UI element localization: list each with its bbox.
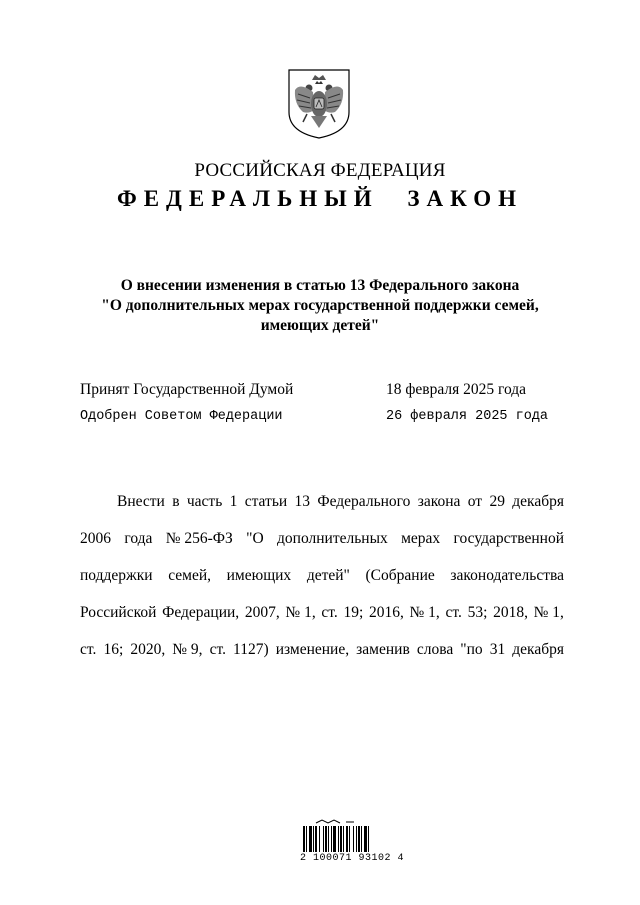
body-word: семей,	[168, 567, 211, 584]
body-word: 31	[489, 641, 506, 658]
barcode-bar	[306, 826, 307, 852]
barcode-bar	[328, 826, 329, 852]
law-title-line: имеющих детей"	[260, 317, 380, 334]
body-line	[80, 603, 564, 640]
body-word: детей"	[306, 567, 350, 584]
body-line	[80, 492, 564, 529]
country-heading: РОССИЙСКАЯ ФЕДЕРАЦИЯ	[194, 160, 446, 181]
body-word: 2020,	[130, 641, 166, 658]
body-word: в	[172, 493, 180, 510]
barcode-bar	[303, 826, 305, 852]
coat-of-arms-icon	[286, 68, 352, 140]
body-word: законодательства	[450, 567, 564, 584]
body-word: Внести	[117, 493, 165, 510]
body-line	[80, 566, 564, 603]
body-word: мерах	[401, 530, 441, 547]
barcode-bar	[315, 826, 317, 852]
body-word: 13	[294, 493, 311, 510]
body-word: 16;	[103, 641, 124, 658]
law-title-line: О внесении изменения в статью 13 Федерального закона	[120, 277, 520, 294]
body-word: изменение,	[275, 641, 350, 658]
duma-adoption-date: 18 февраля 2025 года	[386, 381, 527, 398]
body-word: декабря	[512, 641, 564, 658]
body-word: 53;	[467, 604, 488, 621]
barcode-bar	[323, 826, 324, 852]
body-word: ст.	[209, 641, 226, 658]
body-word: государственной	[453, 530, 564, 547]
barcode-bar	[358, 826, 360, 852]
body-word: 1127)	[233, 641, 269, 658]
body-word: года	[124, 530, 153, 547]
law-title	[0, 276, 640, 336]
body-word: № 256-ФЗ	[165, 530, 233, 547]
council-approval-date: 26 февраля 2025 года	[386, 409, 549, 424]
body-word: от	[467, 493, 483, 510]
body-word: дополнительных	[277, 530, 388, 547]
body-word: Федерации,	[162, 604, 240, 621]
barcode-bar	[349, 826, 350, 852]
barcode-bar	[333, 826, 336, 852]
barcode-bar	[309, 826, 312, 852]
body-word: № 1,	[409, 604, 440, 621]
body-word: 1	[229, 493, 238, 510]
body-word: закона	[417, 493, 461, 510]
barcode-bar	[361, 826, 362, 852]
barcode-bar	[368, 826, 369, 852]
body-word: "по	[460, 641, 483, 658]
barcode-number: 2 100071 93102 4	[300, 853, 405, 864]
body-word: Российской	[80, 604, 157, 621]
law-type-heading: ФЕДЕРАЛЬНЫЙ ЗАКОН	[116, 186, 524, 211]
body-word: ст.	[80, 641, 97, 658]
body-line	[80, 640, 564, 677]
body-word: (Собрание	[365, 567, 435, 584]
body-word: статьи	[244, 493, 288, 510]
barcode-bar	[313, 826, 314, 852]
duma-adoption-label: Принят Государственной Думой	[80, 381, 294, 398]
council-approval-label: Одобрен Советом Федерации	[80, 409, 283, 424]
barcode-bar	[353, 826, 354, 852]
body-word: заменив	[356, 641, 410, 658]
body-word: 2006	[80, 530, 111, 547]
barcode-bar	[343, 826, 344, 852]
body-word: № 1,	[533, 604, 564, 621]
barcode-bar	[338, 826, 339, 852]
body-word: 2018,	[493, 604, 528, 621]
barcode-bar	[325, 826, 327, 852]
body-word: № 9,	[172, 641, 203, 658]
body-word: поддержки	[80, 567, 153, 584]
body-word: имеющих	[226, 567, 292, 584]
body-line	[80, 529, 564, 566]
barcode-bar	[346, 826, 348, 852]
body-word: 2016,	[368, 604, 404, 621]
barcode-bar	[364, 826, 367, 852]
body-word: "О	[246, 530, 264, 547]
barcode-bar	[356, 826, 357, 852]
law-title-line: "О дополнительных мерах государственной поддержки семей,	[101, 297, 539, 314]
body-word: 29	[489, 493, 505, 510]
body-word: ст.	[445, 604, 462, 621]
body-word: декабря	[512, 493, 564, 510]
body-word: часть	[186, 493, 223, 510]
barcode-icon	[302, 818, 384, 852]
body-word: № 1,	[285, 604, 316, 621]
body-word: ст.	[321, 604, 338, 621]
body-word: Федерального	[317, 493, 411, 510]
barcode-mark	[316, 820, 354, 823]
body-word: слова	[416, 641, 454, 658]
barcode-bar	[340, 826, 342, 852]
body-word: 19;	[343, 604, 364, 621]
law-body-paragraph	[80, 492, 564, 677]
body-word: 2007,	[244, 604, 280, 621]
barcode-bar	[331, 826, 332, 852]
barcode-bar	[319, 826, 320, 852]
